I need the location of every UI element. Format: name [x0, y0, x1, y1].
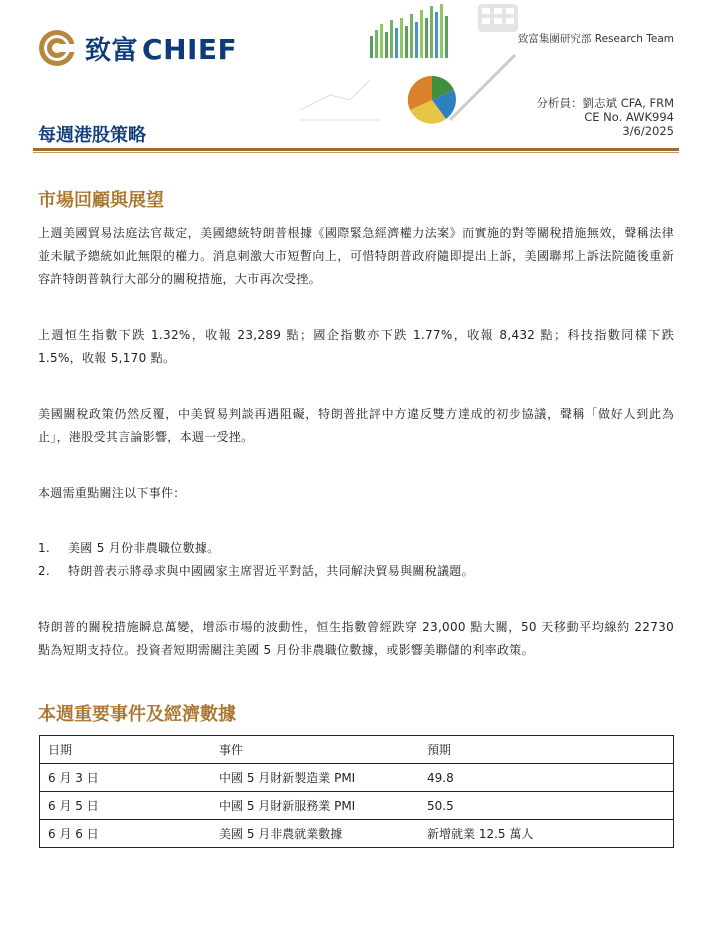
page-title: 每週港股策略 [38, 125, 146, 146]
events-table [39, 735, 674, 848]
cell-event: 中國 5 月財新製造業 PMI [219, 771, 356, 785]
header-divider [33, 148, 679, 151]
list-item-text: 美國 5 月份非農職位數據。 [68, 541, 220, 555]
chief-logo-icon [37, 28, 77, 68]
table-row [40, 792, 674, 820]
cell-forecast: 新增就業 12.5 萬人 [427, 827, 534, 841]
header-decorative-chart-image [300, 0, 520, 140]
research-team-label: 致富集團研究部 Research Team [517, 33, 674, 45]
logo-cjk-text: 致富 [85, 35, 139, 66]
cell-date: 6 月 5 日 [48, 799, 99, 813]
market-section-heading: 市場回顧與展望 [38, 190, 164, 211]
company-logo [37, 28, 237, 68]
events-section-heading: 本週重要事件及經濟數據 [38, 704, 236, 725]
column-header-date: 日期 [48, 743, 73, 757]
table-row [40, 764, 674, 792]
column-header-forecast: 預期 [427, 743, 452, 757]
header-divider-thin [33, 152, 679, 153]
market-paragraph-1: 上週美國貿易法庭法官裁定，美國總統特朗普根據《國際緊急經濟權力法案》而實施的對等關稅措施無效，聲稱法律並未賦予總統如此無限的權力。消息刺激大市短暫向上，可惜特朗普政府隨即提出上訴，美國聯邦上訴法院隨後重新容許特朗普執行大部分的關稅措施，大市再次受挫。 [38, 226, 674, 286]
list-item [38, 560, 674, 583]
cell-forecast: 49.8 [427, 770, 454, 785]
cell-forecast: 50.5 [427, 798, 454, 813]
report-date: 3/6/2025 [622, 124, 674, 138]
market-paragraph-4: 本週需重點關注以下事件： [38, 486, 186, 500]
cell-event: 美國 5 月非農就業數據 [219, 827, 343, 841]
table-header-row [40, 736, 674, 764]
logo-wordmark [85, 30, 237, 67]
logo-latin-text: CHIEF [142, 32, 238, 66]
ce-number: CE No. AWK994 [584, 110, 674, 124]
report-meta [537, 96, 674, 138]
page-header [0, 0, 721, 160]
cell-date: 6 月 6 日 [48, 827, 99, 841]
market-paragraph-3: 美國關稅政策仍然反覆，中美貿易判談再遇阻礙，特朗普批評中方違反雙方達成的初步協議，聲稱「做好人到此為止」，港股受其言論影響，本週一受挫。 [38, 407, 674, 444]
cell-date: 6 月 3 日 [48, 771, 99, 785]
list-item-number: 1. [38, 541, 51, 555]
focus-event-list [38, 537, 674, 583]
market-paragraph-5: 特朗普的關稅措施瞬息萬變，增添市場的波動性，恒生指數曾經跌穿 23,000 點大關，50 天移動平均線約 22730 點為短期支持位。投資者短期需關注美國 5 月份非農職位數據，或影響美聯儲的利率政策。 [38, 620, 674, 657]
list-item-number: 2. [38, 564, 51, 578]
list-item [38, 537, 674, 560]
list-item-text: 特朗普表示將尋求與中國國家主席習近平對話，共同解決貿易與關稅議題。 [68, 564, 474, 578]
column-header-event: 事件 [219, 743, 244, 757]
table-row [40, 820, 674, 848]
cell-event: 中國 5 月財新服務業 PMI [219, 799, 356, 813]
analyst-name: 分析員：劉志斌 CFA, FRM [536, 96, 674, 110]
market-paragraph-2: 上週恒生指數下跌 1.32%，收報 23,289 點；國企指數亦下跌 1.77%，收報 8,432 點；科技指數同樣下跌 1.5%，收報 5,170 點。 [38, 328, 674, 365]
